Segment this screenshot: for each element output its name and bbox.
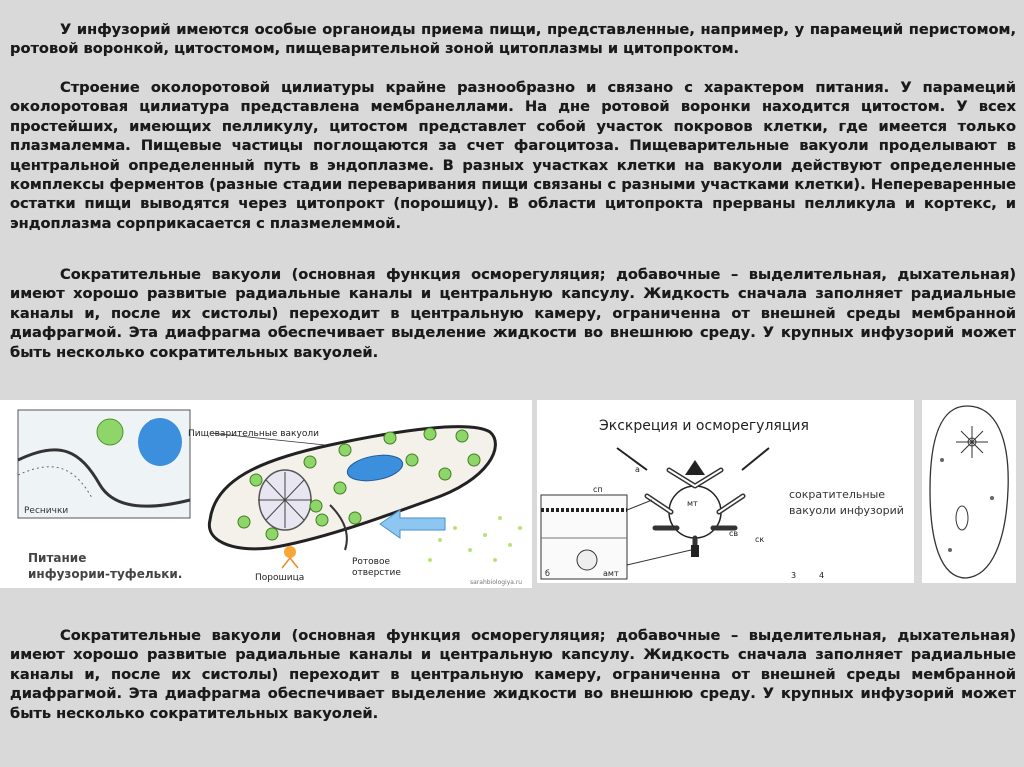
digestive-vacuole <box>97 419 123 445</box>
oral-groove-inset <box>18 410 190 518</box>
nucleus <box>138 418 182 466</box>
caption-line2: вакуоли инфузорий <box>789 504 904 517</box>
caption-line1: Питание <box>28 551 87 565</box>
label-amt: амт <box>603 569 619 578</box>
paragraph-contractile-vacuoles-repeat: Сократительные вакуоли (основная функция осморегуляция; добавочные – выделительная, дыхательная) имеют хорошо развитые радиальные каналы и центральную капсулу. Жидкость сначала заполняет радиальные каналы и, после их систолы) переходит в центральную камеру, ограниченна от внешней среды мембранной диафрагмой. Эта диафрагма обеспечивает выделение жидкости во внешнюю среду. У крупных инфузорий может быть несколько сократительных вакуолей. <box>10 627 1016 722</box>
figure-paramecium-feeding <box>0 400 532 588</box>
watermark: sarahbiologiya.ru <box>470 579 523 586</box>
label-b: б <box>545 569 550 578</box>
label-4: 4 <box>819 571 825 580</box>
label-mt: мт <box>687 499 698 508</box>
label-mouth-line2: отверстие <box>352 568 401 578</box>
label-sk: ск <box>755 535 765 544</box>
paramecium-body <box>209 427 495 550</box>
paragraph-organelles: У инфузорий имеются особые органоиды приема пищи, представленные, например, у парамеций перистомом, ротовой воронкой, цитостомом, пищеварительной зоной цитоплазмы и цитопроктом. <box>10 21 1016 58</box>
figure-title: Экскреция и осморегуляция <box>599 418 809 434</box>
figure-paramecium-outline <box>922 400 1016 583</box>
cytoproct <box>284 546 296 558</box>
label-cilia: Реснички <box>24 506 69 516</box>
label-sp: сп <box>593 485 603 494</box>
figure-excretion-osmoregulation <box>537 400 914 583</box>
caption-line1: сократительные <box>789 488 886 501</box>
label-digestive-vacuoles: Пищеварительные вакуоли <box>188 429 319 439</box>
paragraph-ciliature: Строение околоротовой цилиатуры крайне разнообразно и связано с характером питания. У парамеций околоротовая цилиатура представлена мембранеллами. На дне ротовой воронки находится цитостом. У всех простейших, имеющих пелликулу, цитостом представлет собой участок покровов клетки, где имеется только плазмалемма. Пищевые частицы поглощаются за счет фагоцитоза. Пищеварительные вакуоли проделывают в центральной определенный путь в эндоплазме. В разных участках клетки на вакуоли действуют определенные комплексы ферментов (разные стадии переваривания пищи связаны с разными участками клетки). Непереваренные остатки пищи выводятся через цитопрокт (порошицу). В области цитопрокта прерваны пелликула и кортекс, и эндоплазма сорприкасается с плазмелеммой. <box>10 79 1016 232</box>
label-sv: св <box>729 529 739 538</box>
caption-line2: инфузории-туфельки. <box>28 567 183 581</box>
label-cytoproct: Порошица <box>255 573 305 583</box>
paragraph-contractile-vacuoles: Сократительные вакуоли (основная функция осморегуляция; добавочные – выделительная, дыхательная) имеют хорошо развитые радиальные каналы и центральную капсулу. Жидкость сначала заполняет радиальные каналы и, после их систолы) переходит в центральную камеру, ограниченна от внешней среды мембранной диафрагмой. Эта диафрагма обеспечивает выделение жидкости во внешнюю среду. У крупных инфузорий может быть несколько сократительных вакуолей. <box>10 266 1016 361</box>
nucleus-outline <box>956 506 968 530</box>
label-mouth-line1: Ротовое <box>352 557 391 567</box>
label-a: а <box>635 465 640 474</box>
label-3: 3 <box>791 571 797 580</box>
cell-membrane <box>930 406 1008 578</box>
